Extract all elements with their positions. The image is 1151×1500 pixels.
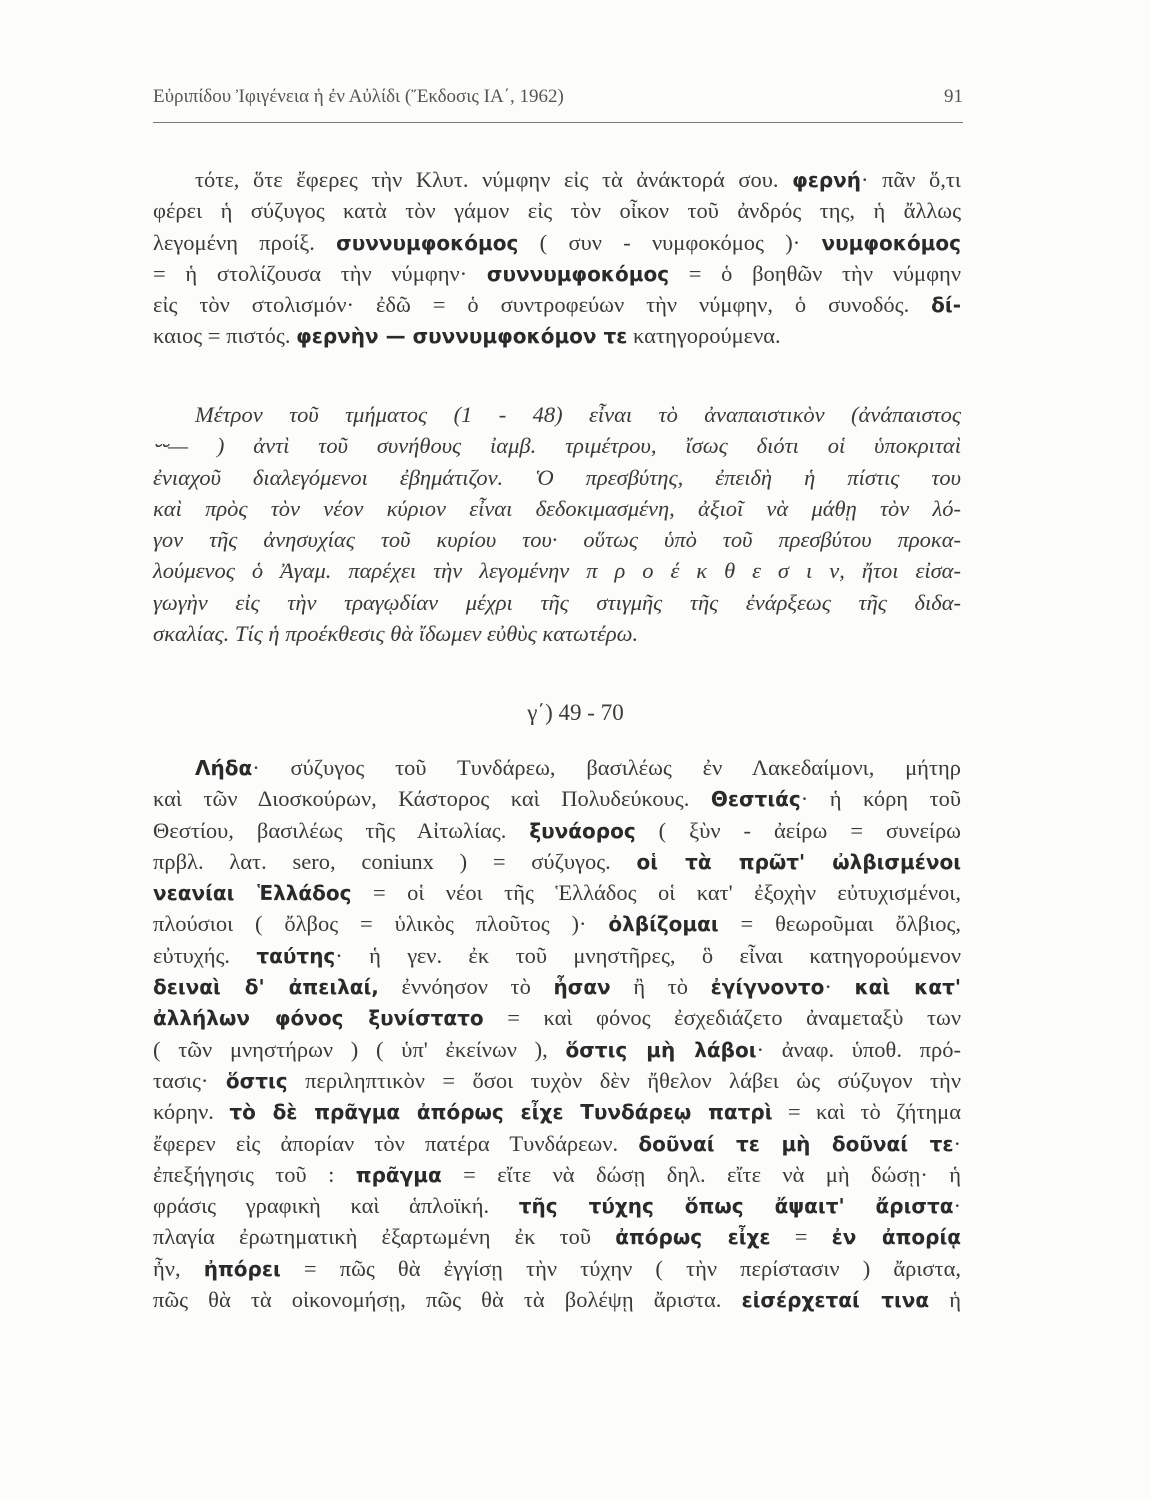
text-segment: ( συν - νυμφοκόμος )· [518,229,822,255]
text-segment: ( ξὺν - ἀείρω = συνείρω [635,817,961,843]
text-segment: · σύζυγος τοῦ Τυνδάρεω, βασιλέως ἐν Λακεδαίμονι, μήτηρ [252,755,961,780]
text-segment: εὐτυχής. [153,942,257,968]
lemma-bold: ἀλλήλων φόνος ξυνίστατο [153,1006,484,1031]
text-segment: = ὁ βοηθῶν τὴν νύμφην [669,260,961,286]
text-segment: τότε, ὅτε ἔφερες τὴν Κλυτ. νύμφην εἰς τὰ ἀνάκτορά σου. [195,167,793,192]
lemma-bold: τὸ δὲ πρᾶγμα ἀπόρως εἶχε Τυνδάρεῳ πατρὶ [229,1100,773,1125]
text-line [153,618,961,649]
text-line [153,1284,961,1315]
text-line [153,752,961,783]
text-line [153,430,961,461]
text-segment: Θεστίου, βασιλέως τῆς Αἰτωλίας. [153,817,530,843]
text-line [153,846,961,877]
lemma-bold: νεανίαι Ἑλλάδος [153,881,352,906]
lemma-bold: εἰσέρχεταί τινα [741,1288,930,1313]
lemma-bold: ὅστις [225,1068,288,1093]
text-segment: = οἱ νέοι τῆς Ἑλλάδος οἱ κατ' ἐξοχὴν εὐτυχισμένοι, [351,880,961,906]
text-segment: πῶς θὰ τὰ οἰκονομήσῃ, πῶς θὰ τὰ βολέψῃ ἄριστα. [153,1287,742,1313]
lemma-bold: ἠπόρει [203,1256,281,1281]
text-line [153,877,961,908]
text-line [153,227,961,258]
lemma-bold: συννυμφοκόμος [486,261,670,286]
text-segment: ⏑⏑— ) ἀντὶ τοῦ συνήθους ἰαμβ. τριμέτρου, ἴσως διότι οἱ ὑποκριταὶ [153,433,961,459]
text-segment: πρβλ. λατ. sero, coniunx ) = σύζυγος. [153,848,637,874]
text-segment: ἢ τὸ [610,974,711,1000]
text-segment: = καὶ τὸ ζήτημα [772,1099,962,1125]
lemma-bold: οἱ τὰ πρῶτ' ὠλβισμένοι [636,849,962,874]
lemma-bold: Θεστιάς [710,787,801,812]
text-segment: γωγὴν εἰς τὴν τραγῳδίαν μέχρι τῆς στιγμῆς τῆς ἐνάρξεως τῆς διδα- [153,589,961,615]
text-line [153,1065,961,1096]
text-line [153,1159,961,1190]
text-segment: = καὶ φόνος ἐσχεδιάζετο ἀναμεταξὺ των [483,1005,961,1031]
lemma-bold: καὶ κατ' [854,975,962,1000]
running-title: Εὐριπίδου Ἰφιγένεια ἡ ἐν Αὐλίδι (Ἔκδοσις ΙΑ΄, 1962) [153,86,564,107]
text-segment: = θεωροῦμαι ὄλβιος, [718,911,961,937]
text-segment: πλαγία ἐρωτηματικὴ ἐξαρτωμένη ἐκ τοῦ [153,1224,616,1250]
lemma-bold: ξυνάορος [529,818,636,843]
text-segment: φράσις γραφικὴ καὶ ἁπλοϊκή. [153,1193,519,1219]
lemma-bold: ἀπόρως εἶχε [615,1225,771,1250]
lemma-bold: δοῦναί τε μὴ δοῦναί τε [638,1131,954,1156]
text-segment: ἐπεξήγησις τοῦ : [153,1161,356,1187]
text-segment: ἐννόησον τὸ [378,974,554,1000]
text-segment: λεγομένη προίξ. [153,229,337,255]
text-segment: λούμενος ὁ Ἀγαμ. παρέχει τὴν λεγομένην π ρ ο έ κ θ ε σ ι ν, ἤτοι εἰσα- [153,558,961,584]
header-rule [153,122,963,123]
text-segment: · [953,1193,961,1219]
lemma-bold: ταύτης [256,943,336,968]
text-segment: ἡ [929,1287,961,1313]
lemma-bold: ὀλβίζομαι [608,912,719,937]
page-number: 91 [944,86,963,107]
text-segment: περιληπτικὸν = ὅσοι τυχὸν δὲν ἤθελον λάβει ὡς σύζυγον τὴν [287,1067,961,1093]
section-heading: γ΄) 49 - 70 [527,700,624,725]
text-line [153,1096,961,1127]
text-line [153,493,961,524]
lemma-bold: Λήδα [195,756,253,780]
text-segment: καὶ τῶν Διοσκούρων, Κάστορος καὶ Πολυδεύκους. [153,786,711,812]
text-line [153,555,961,586]
lemma-bold: φερνή [792,168,862,192]
text-segment: = πῶς θὰ ἐγγίσῃ τὴν τύχην ( τὴν περίστασιν ) ἄριστα, [280,1255,961,1281]
text-segment: εἰς τὸν στολισμόν· ἐδῶ = ὁ συντροφεύων τὴν νύμφην, ὁ συνοδός. [153,292,932,318]
text-segment: · ἀναφ. ὑποθ. πρό- [756,1036,961,1062]
text-line [153,399,961,430]
lemma-bold: δειναὶ δ' ἀπειλαί, [153,975,379,1000]
lemma-bold: φερνὴν — συννυμφοκόμον τε [296,324,628,349]
lemma-bold: νυμφοκόμος [821,230,961,255]
text-segment: κόρην. [153,1099,230,1125]
text-segment: · [953,1130,961,1156]
text-line [153,940,961,971]
text-line [153,1128,961,1159]
text-line [153,815,961,846]
text-line [153,320,961,351]
text-line [153,164,961,195]
text-segment: πλούσιοι ( ὄλβος = ὑλικὸς πλοῦτος )· [153,911,609,937]
paragraph-commentary-1 [153,164,961,352]
text-line [153,1190,961,1221]
text-line [153,258,961,289]
text-line [153,908,961,939]
text-segment: ἐνιαχοῦ διαλεγόμενοι ἐβημάτιζον. Ὁ πρεσβύτης, ἐπειδὴ ἡ πίστις του [153,464,961,490]
lemma-bold: ἐν ἀπορίᾳ [831,1225,961,1250]
text-segment: ( τῶν μνηστήρων ) ( ὑπ' ἐκείνων ), [153,1036,566,1062]
text-segment: = ἡ στολίζουσα τὴν νύμφην· [153,260,487,286]
running-header [153,86,963,114]
text-line [153,1002,961,1033]
text-line [153,289,961,320]
lemma-bold: ὅστις μὴ λάβοι [565,1037,757,1062]
text-segment: Μέτρον τοῦ τμήματος (1 - 48) εἶναι τὸ ἀναπαιστικὸν (ἀνάπαιστος [195,402,961,427]
text-line [153,1253,961,1284]
lemma-bold: τῆς τύχης ὅπως ἄψαιτ' ἄριστα [518,1194,954,1219]
text-line [153,1221,961,1252]
lemma-bold: πρᾶγμα [355,1162,442,1187]
text-segment: · πᾶν ὅ,τι [861,167,961,192]
text-line [153,462,961,493]
text-segment: = εἴτε νὰ δώσῃ δηλ. εἴτε νὰ μὴ δώσῃ· ἡ [441,1161,961,1187]
text-segment: σκαλίας. Τίς ἡ προέκθεσις θὰ ἴδωμεν εὐθὺς κατωτέρω. [153,621,639,647]
paragraph-meter-note [153,399,961,649]
text-segment: ἦν, [153,1255,204,1281]
text-line [153,587,961,618]
paragraph-commentary-2 [153,752,961,1315]
lemma-bold: ἦσαν [553,975,611,1000]
text-line [153,1034,961,1065]
text-line [153,524,961,555]
text-segment: γον τῆς ἀνησυχίας τοῦ κυρίου του· οὕτως ὑπὸ τοῦ πρεσβύτου προκα- [153,527,961,553]
text-segment: καιος = πιστός. [153,323,297,349]
text-segment: φέρει ἡ σύζυγος κατὰ τὸν γάμον εἰς τὸν οἶκον τοῦ ἀνδρός της, ἡ ἄλλως [153,198,961,224]
lemma-bold: συννυμφοκόμος [336,230,519,255]
lemma-bold: δί- [931,293,961,318]
text-line [153,195,961,226]
text-segment: · [824,974,855,1000]
text-segment: · ἡ γεν. ἐκ τοῦ μνηστῆρες, ὃ εἶναι κατηγορούμενον [335,942,961,968]
text-segment: ἔφερεν εἰς ἀπορίαν τὸν πατέρα Τυνδάρεων. [153,1130,639,1156]
text-line [153,971,961,1002]
text-line [153,783,961,814]
text-segment: · ἡ κόρη τοῦ [800,786,961,812]
text-segment: τασις· [153,1067,226,1093]
text-segment: καὶ πρὸς τὸν νέον κύριον εἶναι δεδοκιμασμένη, ἀξιοῖ νὰ μάθῃ τὸν λό- [153,495,961,521]
text-segment: = [770,1224,832,1250]
text-segment: κατηγορούμενα. [627,323,781,349]
lemma-bold: ἐγίγνοντο [710,975,825,1000]
